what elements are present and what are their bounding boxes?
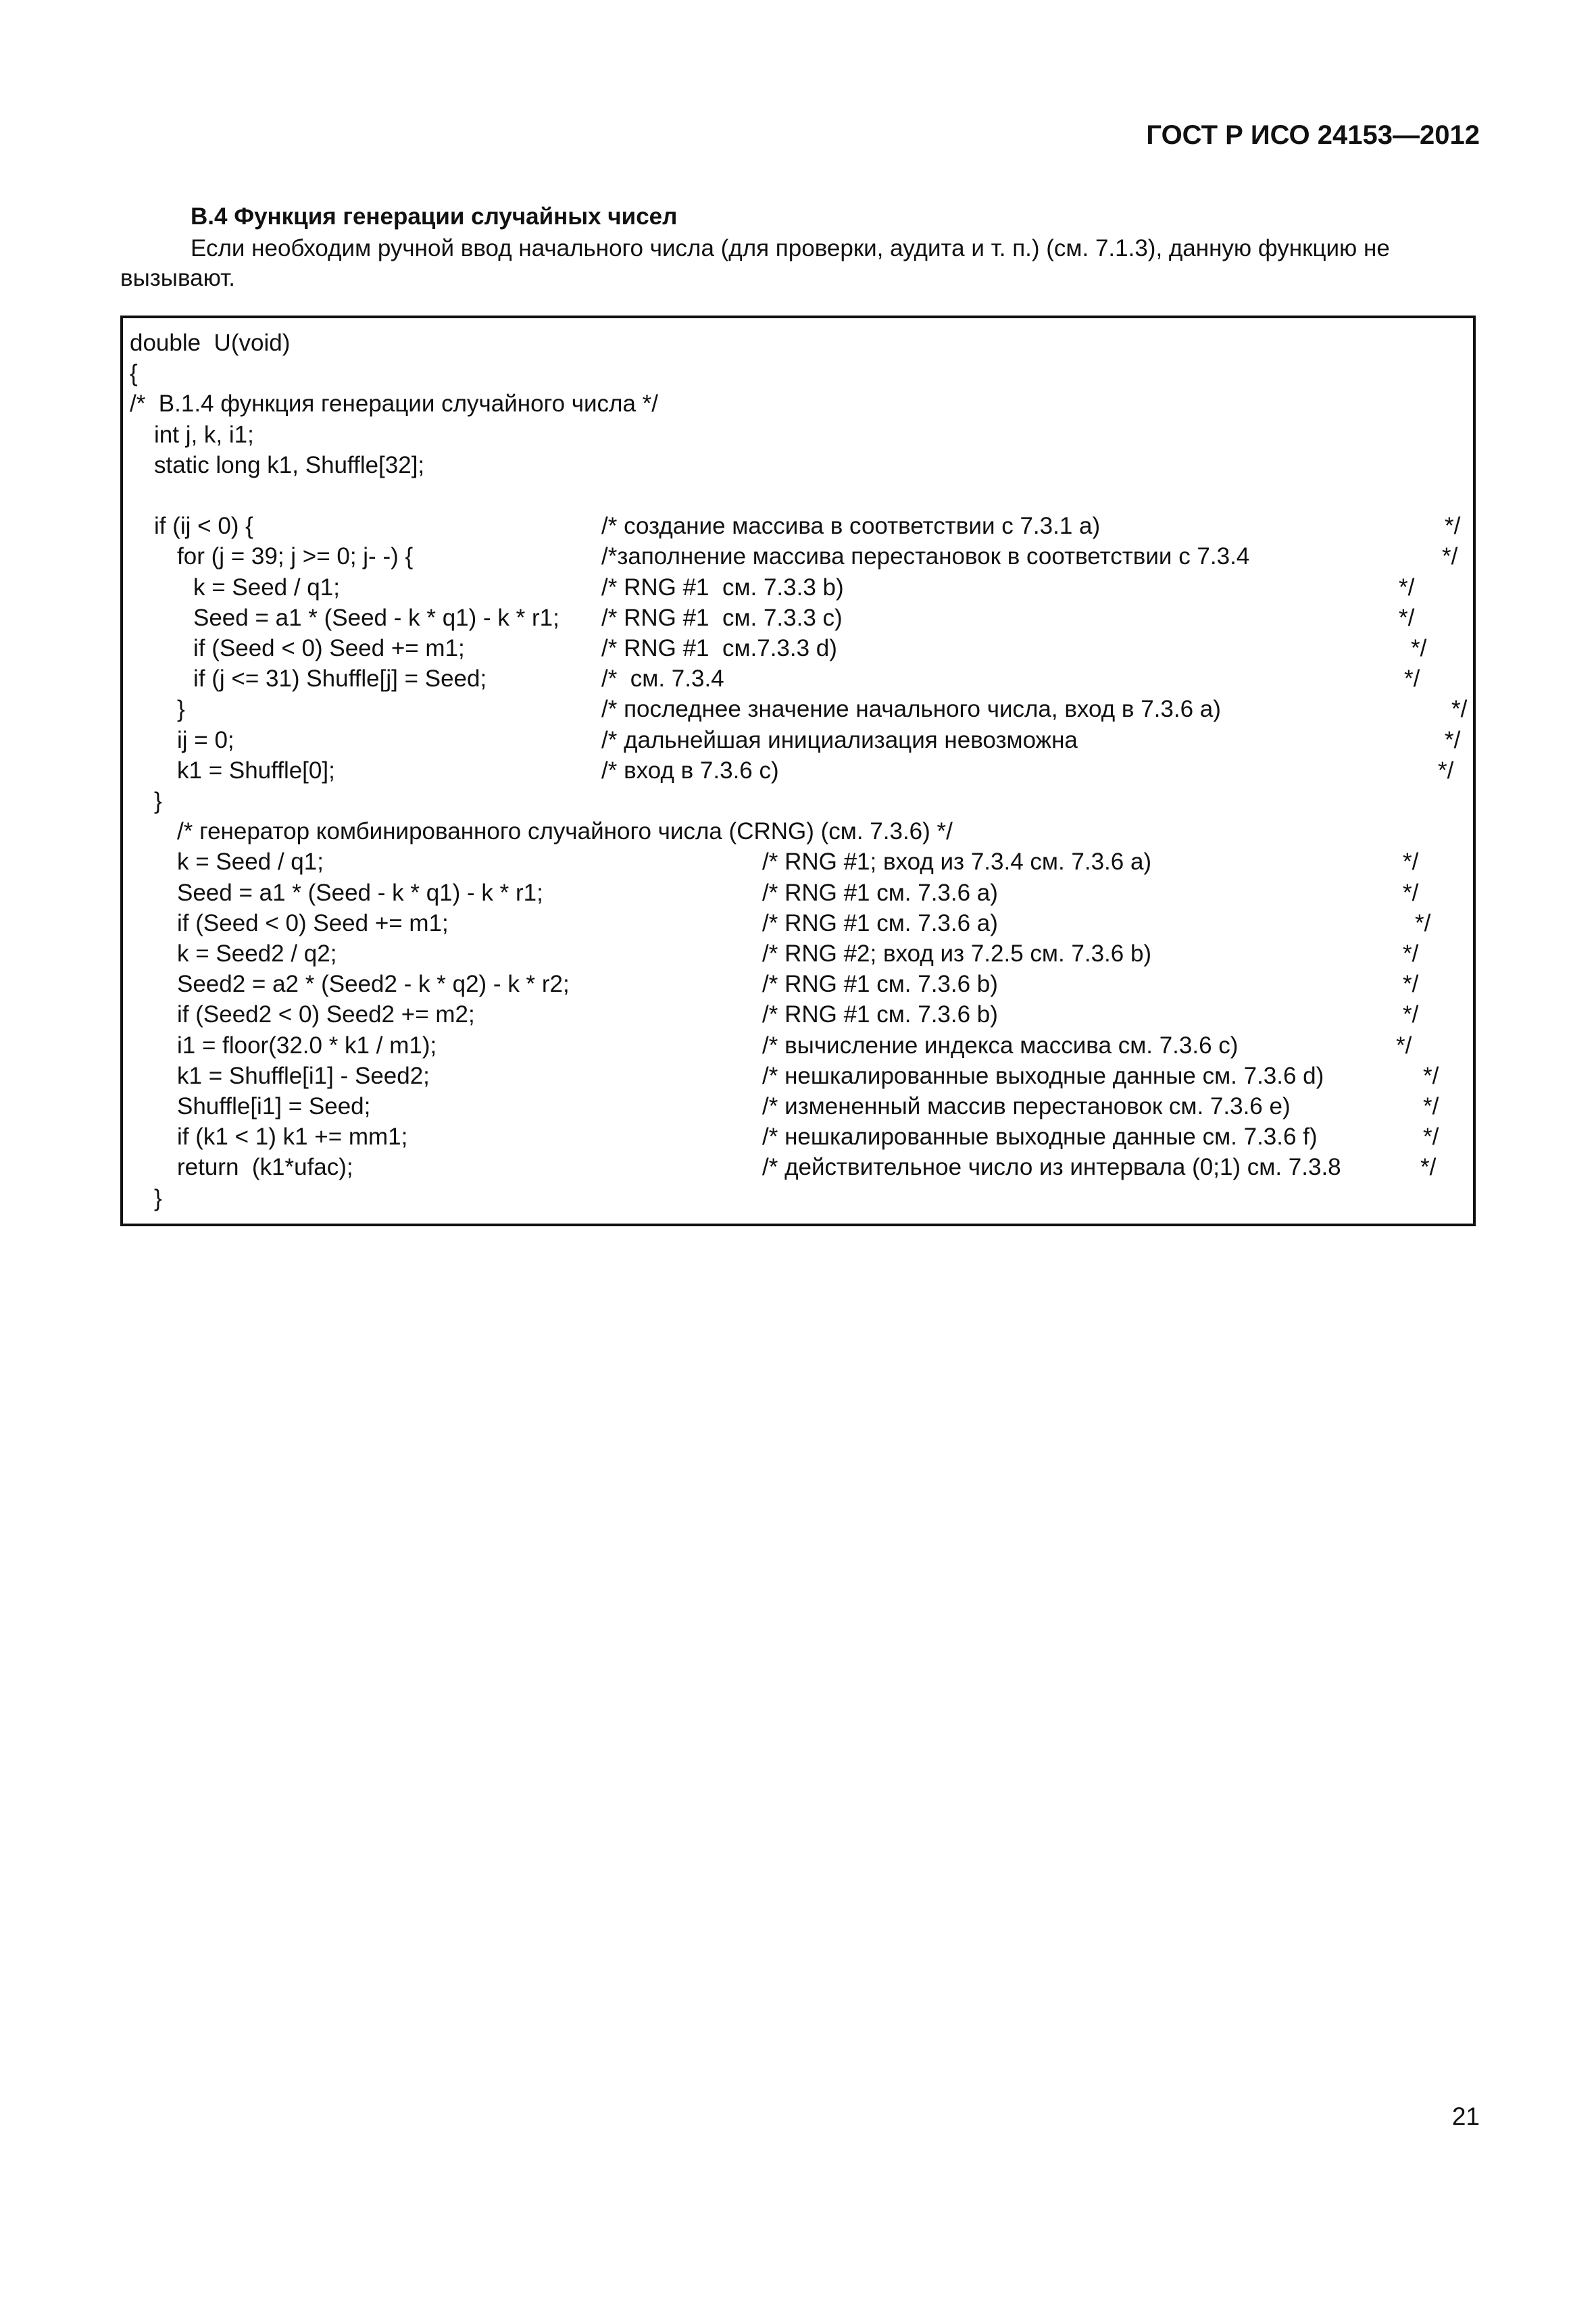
code-comment: /* создание массива в соответствии с 7.3.1 a) <box>601 513 1101 540</box>
page-number: 21 <box>1451 2103 1480 2130</box>
code-line <box>123 663 1473 694</box>
code-line <box>123 816 1473 847</box>
code-line <box>123 908 1473 938</box>
code-statement: Seed2 = a2 * (Seed2 - k * q2) - k * r2; <box>177 971 570 998</box>
code-comment: /* вход в 7.3.6 c) <box>601 757 779 784</box>
code-comment: /* RNG #1 см. 7.3.6 b) <box>762 971 998 998</box>
code-listing <box>120 316 1476 1226</box>
code-comment: /* нешкалированные выходные данные см. 7.3.6 d) <box>762 1062 1324 1089</box>
code-statement: if (Seed2 < 0) Seed2 += m2; <box>177 1001 475 1028</box>
code-line <box>123 358 1473 388</box>
comment-end-marker: */ <box>1403 1001 1419 1028</box>
comment-end-marker: */ <box>1399 574 1415 601</box>
comment-end-marker: */ <box>1403 940 1419 967</box>
code-statement: if (ij < 0) { <box>154 513 253 540</box>
code-line <box>123 847 1473 877</box>
comment-end-marker: */ <box>1445 513 1461 540</box>
code-comment: /* RNG #1 см. 7.3.6 a) <box>762 879 998 906</box>
code-statement: static long k1, Shuffle[32]; <box>154 451 425 478</box>
comment-end-marker: */ <box>1411 635 1427 661</box>
code-line <box>123 999 1473 1030</box>
code-statement: /* генератор комбинированного случайного числа (CRNG) (см. 7.3.6) */ <box>177 818 953 845</box>
code-line <box>123 511 1473 541</box>
comment-end-marker: */ <box>1438 757 1454 784</box>
code-statement: k = Seed2 / q2; <box>177 940 337 967</box>
code-line <box>123 633 1473 663</box>
code-line <box>123 603 1473 633</box>
code-comment: /* RNG #1 см. 7.3.3 b) <box>601 574 844 601</box>
comment-end-marker: */ <box>1396 1032 1412 1059</box>
code-comment: /* действительное число из интервала (0;1) см. 7.3.8 <box>762 1154 1341 1181</box>
section-title: В.4 Функция генерации случайных чисел <box>191 203 678 230</box>
code-statement: } <box>177 696 185 723</box>
section-intro: Если необходим ручной ввод начального числа (для проверки, аудита и т. п.) (см. 7.1.3), данную функцию не вызывают. <box>120 235 1390 291</box>
code-comment: /* RNG #1 см. 7.3.6 b) <box>762 1001 998 1028</box>
comment-end-marker: */ <box>1423 1124 1439 1151</box>
code-comment: /* RNG #1 см. 7.3.3 c) <box>601 604 843 631</box>
code-line <box>123 786 1473 816</box>
code-comment: /* RNG #1 см.7.3.3 d) <box>601 635 837 661</box>
code-line <box>123 1183 1473 1213</box>
code-statement: /* В.1.4 функция генерации случайного числа */ <box>130 391 659 418</box>
code-statement: Shuffle[i1] = Seed; <box>177 1093 371 1120</box>
code-statement: int j, k, i1; <box>154 421 254 448</box>
code-statement: { <box>130 360 138 387</box>
code-statement: k1 = Shuffle[0]; <box>177 757 335 784</box>
code-line <box>123 480 1473 511</box>
code-statement: Seed = a1 * (Seed - k * q1) - k * r1; <box>193 604 559 631</box>
code-line <box>123 541 1473 572</box>
code-statement: i1 = floor(32.0 * k1 / m1); <box>177 1032 437 1059</box>
code-line <box>123 450 1473 480</box>
code-line <box>123 328 1473 358</box>
code-line <box>123 1091 1473 1122</box>
code-statement: if (Seed < 0) Seed += m1; <box>193 635 465 661</box>
code-statement: if (k1 < 1) k1 += mm1; <box>177 1124 408 1151</box>
comment-end-marker: */ <box>1420 1154 1437 1181</box>
comment-end-marker: */ <box>1403 849 1419 876</box>
code-statement: double U(void) <box>130 330 291 356</box>
code-line <box>123 1152 1473 1182</box>
comment-end-marker: */ <box>1423 1093 1439 1120</box>
code-line <box>123 969 1473 999</box>
comment-end-marker: */ <box>1442 543 1458 570</box>
code-comment: /*заполнение массива перестановок в соответствии с 7.3.4 <box>601 543 1250 570</box>
code-line <box>123 725 1473 755</box>
code-comment: /* RNG #2; вход из 7.2.5 см. 7.3.6 b) <box>762 940 1152 967</box>
code-line <box>123 1122 1473 1152</box>
code-line <box>123 388 1473 419</box>
comment-end-marker: */ <box>1415 909 1431 936</box>
code-line <box>123 878 1473 908</box>
comment-end-marker: */ <box>1451 696 1468 723</box>
code-statement: k = Seed / q1; <box>177 849 324 876</box>
code-comment: /* нешкалированные выходные данные см. 7.3.6 f) <box>762 1124 1318 1151</box>
code-comment: /* см. 7.3.4 <box>601 665 724 693</box>
code-statement: Seed = a1 * (Seed - k * q1) - k * r1; <box>177 879 543 906</box>
document-header: ГОСТ Р ИСО 24153—2012 <box>1146 120 1480 150</box>
code-comment: /* последнее значение начального числа, вход в 7.3.6 a) <box>601 696 1221 723</box>
code-line <box>123 938 1473 969</box>
code-line <box>123 755 1473 786</box>
comment-end-marker: */ <box>1403 971 1419 998</box>
code-statement: if (j <= 31) Shuffle[j] = Seed; <box>193 665 487 693</box>
code-comment: /* измененный массив перестановок см. 7.3.6 e) <box>762 1093 1291 1120</box>
code-statement: return (k1*ufac); <box>177 1154 353 1181</box>
code-line <box>123 572 1473 603</box>
comment-end-marker: */ <box>1423 1062 1439 1089</box>
code-comment: /* дальнейшая инициализация невозможна <box>601 726 1078 753</box>
code-statement: if (Seed < 0) Seed += m1; <box>177 909 449 936</box>
comment-end-marker: */ <box>1399 604 1415 631</box>
code-statement: } <box>154 788 162 814</box>
comment-end-marker: */ <box>1403 879 1419 906</box>
code-statement: k = Seed / q1; <box>193 574 340 601</box>
code-comment: /* RNG #1 см. 7.3.6 a) <box>762 909 998 936</box>
code-statement: k1 = Shuffle[i1] - Seed2; <box>177 1062 430 1089</box>
code-statement: ij = 0; <box>177 726 234 753</box>
code-comment: /* RNG #1; вход из 7.3.4 см. 7.3.6 a) <box>762 849 1152 876</box>
code-line <box>123 1061 1473 1091</box>
code-statement: } <box>154 1184 162 1211</box>
code-line <box>123 694 1473 724</box>
code-line <box>123 420 1473 450</box>
code-statement: for (j = 39; j >= 0; j- -) { <box>177 543 414 570</box>
comment-end-marker: */ <box>1404 665 1420 693</box>
code-line <box>123 1030 1473 1061</box>
comment-end-marker: */ <box>1445 726 1461 753</box>
code-comment: /* вычисление индекса массива см. 7.3.6 c) <box>762 1032 1239 1059</box>
